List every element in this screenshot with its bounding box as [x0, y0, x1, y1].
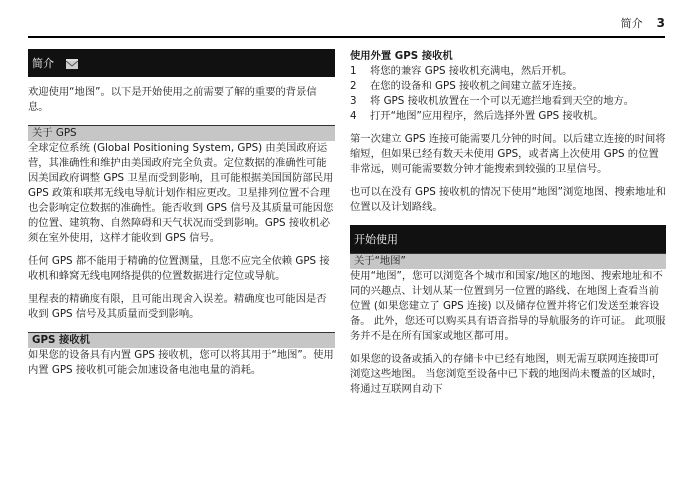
- start-heading: 开始使用: [354, 233, 398, 246]
- page-header-title: 简介: [620, 17, 643, 30]
- first-connection-text: 第一次建立 GPS 连接可能需要几分钟的时间。以后建立连接的时间将缩短，但如果已经有数天未使用 GPS，或者离上次使用 GPS 的位置非常远，则可能需要数分钟才能搜索到较强的卫星信号。: [350, 133, 666, 175]
- about-maps-heading-label: 关于“地图”: [354, 255, 406, 267]
- intro-text: 欢迎使用“地图”。以下是开始使用之前需要了解的重要的背景信息。: [28, 86, 317, 113]
- list-item: [350, 109, 666, 124]
- about-maps-text: 使用“地图”，您可以浏览各个城市和国家/地区的地图、搜索地址和不同的兴趣点、计划从某一位置到另一位置的路线、在地图上查看当前位置 (如果您建立了 GPS 连接) 以及储存位置并将它们发送至兼容设备。 此外，您还可以购买具有语音指导的导航服务的许可证。 此项服务并不是在所有国家或地区都可用。: [350, 270, 666, 342]
- no-gps-text: 也可以在没有 GPS 接收机的情况下使用“地图”浏览地图、搜索地址和位置以及计划路线。: [350, 186, 666, 213]
- list-item: [350, 94, 666, 109]
- step-text: 打开“地图”应用程序，然后选择外置 GPS 接收机。: [370, 110, 604, 122]
- receiver-heading-label: GPS 接收机: [32, 334, 90, 346]
- page-header: [621, 15, 665, 31]
- left-column: [28, 49, 335, 378]
- step-number: 4: [350, 110, 357, 122]
- gps-heading: [28, 125, 335, 141]
- list-item: [350, 79, 666, 94]
- section-heading-intro: [28, 49, 335, 77]
- about-maps-heading: [350, 253, 666, 269]
- gps-para-3: 里程表的精确度有限，且可能出现舍入误差。精确度也可能因是否收到 GPS 信号及其质量而受到影响。: [28, 293, 327, 320]
- external-gps-heading: 使用外置 GPS 接收机: [350, 50, 453, 62]
- step-text: 将 GPS 接收机放置在一个可以无遮拦地看到天空的地方。: [370, 95, 635, 107]
- gps-para-1: 全球定位系统 (Global Positioning System, GPS) 由美国政府运营，其准确性和维护由美国政府完全负责。定位数据的准确性可能因美国政府调整 GPS 卫星而受到影响，且可能根据美国国防部民用 GPS 政策和联邦无线电导航计划作相应更改。卫星排列位置不合理也会影响定位数据的准确性。能否收到 GPS 信号及其质量可能因您的位置、建筑物、自然障碍和天气状况而受到影响。GPS 接收机必须在室外使用，这样才能收到 GPS 信号。: [28, 142, 334, 244]
- list-item: [350, 64, 666, 79]
- page-number: 3: [656, 16, 665, 30]
- intro-heading: 简介: [32, 57, 54, 70]
- envelope-icon: [66, 59, 78, 67]
- right-column: [350, 49, 666, 397]
- step-number: 1: [350, 65, 357, 77]
- gps-receiver-heading: [28, 332, 335, 348]
- step-text: 在您的设备和 GPS 接收机之间建立蓝牙连接。: [370, 80, 583, 92]
- step-number: 2: [350, 80, 357, 92]
- gps-heading-label: 关于 GPS: [32, 127, 77, 139]
- gps-para-2: 任何 GPS 都不能用于精确的位置测量，且您不应完全依赖 GPS 接收机和蜂窝无线电网络提供的位置数据进行定位或导航。: [28, 255, 330, 282]
- steps-list: [350, 64, 666, 124]
- gps-receiver-text: 如果您的设备具有内置 GPS 接收机，您可以将其用于“地图”。使用内置 GPS 接收机可能会加速设备电池电量的消耗。: [28, 349, 334, 376]
- step-text: 将您的兼容 GPS 接收机充满电，然后开机。: [370, 65, 573, 77]
- header-rule: [28, 36, 665, 38]
- step-number: 3: [350, 95, 357, 107]
- memory-card-text: 如果您的设备或插入的存储卡中已经有地图，则无需互联网连接即可浏览这些地图。 当您浏览至设备中已下载的地图尚未覆盖的区域时，将通过互联网自动下: [350, 353, 663, 395]
- section-heading-start: [350, 225, 666, 253]
